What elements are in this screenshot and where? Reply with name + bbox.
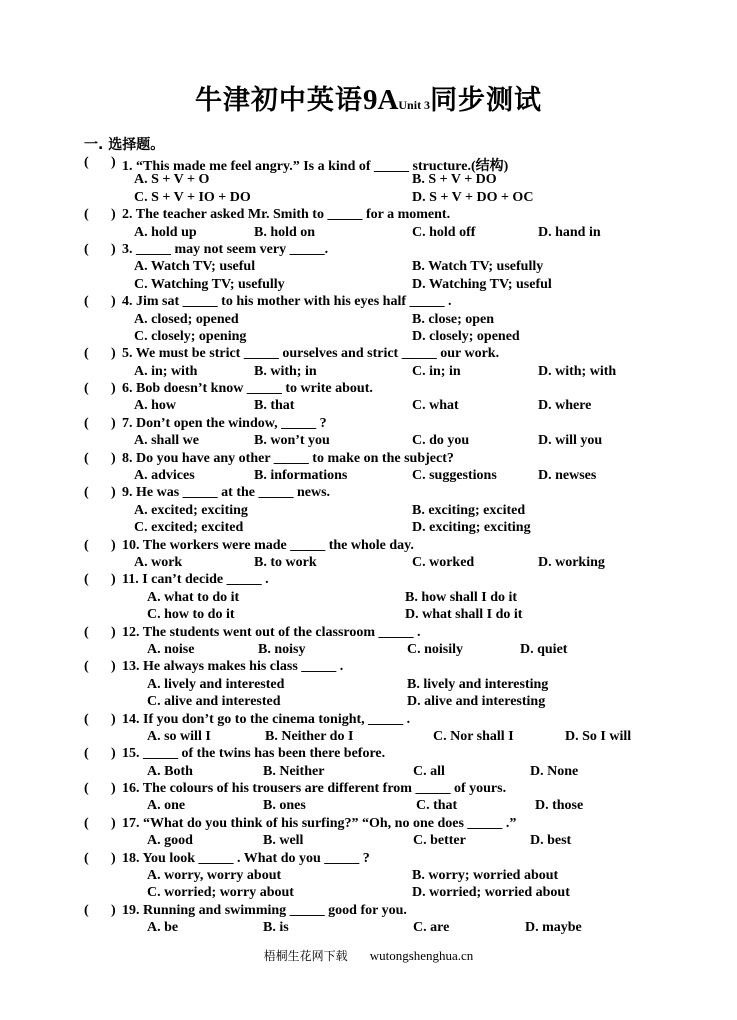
question-number: 13.	[122, 659, 140, 675]
page-footer	[0, 947, 737, 964]
answer-option: C. are	[413, 920, 450, 936]
answer-option: C. worried; worry about	[147, 885, 294, 901]
answer-bracket-open[interactable]: (	[84, 902, 89, 918]
answer-bracket-open[interactable]: (	[84, 415, 89, 431]
answer-bracket-open[interactable]: (	[84, 207, 89, 223]
options-row	[0, 607, 737, 624]
question-number: 19.	[122, 902, 140, 918]
answer-bracket-open[interactable]: (	[84, 624, 89, 640]
question-stem-row	[0, 625, 737, 642]
answer-bracket-close: )	[111, 850, 116, 866]
answer-bracket-open[interactable]: (	[84, 346, 89, 362]
options-row	[0, 590, 737, 607]
question-text	[122, 572, 269, 588]
answer-option: A. good	[147, 833, 193, 849]
question-number: 10.	[122, 537, 140, 553]
answer-option: B. to work	[254, 554, 317, 570]
question-number: 11.	[122, 572, 139, 588]
question-stem: The teacher asked Mr. Smith to _____ for a moment.	[135, 207, 451, 223]
answer-option: B. is	[263, 920, 289, 936]
answer-option: C. what	[412, 398, 459, 414]
question-stem-row	[0, 816, 737, 833]
answer-option: B. exciting; excited	[412, 502, 526, 518]
answer-option: A. in; with	[134, 363, 198, 379]
question-number: 12.	[122, 624, 140, 640]
answer-bracket-close: )	[111, 624, 116, 640]
question-stem-row	[0, 781, 737, 798]
question-stem: You look _____ . What do you _____ ?	[142, 850, 370, 866]
question-number: 7.	[122, 415, 133, 431]
answer-option: D. None	[530, 763, 579, 779]
question-stem-row	[0, 381, 737, 398]
question-item	[0, 207, 737, 242]
answer-bracket-open[interactable]: (	[84, 850, 89, 866]
answer-option: D. where	[538, 398, 592, 414]
title-grade: 9A	[362, 84, 399, 116]
question-text	[122, 538, 414, 554]
options-row	[0, 190, 737, 207]
question-number: 4.	[122, 294, 133, 310]
answer-option: B. Neither	[263, 763, 325, 779]
answer-option: D. best	[530, 833, 572, 849]
answer-option: C. hold off	[412, 224, 476, 240]
answer-option: A. so will I	[147, 728, 211, 744]
answer-option: A. work	[134, 554, 183, 570]
page-title	[0, 78, 737, 117]
question-number: 17.	[122, 815, 140, 831]
question-text	[122, 416, 327, 432]
question-stem-row	[0, 538, 737, 555]
options-row	[0, 729, 737, 746]
question-stem-row	[0, 746, 737, 763]
answer-option: D. So I will	[565, 728, 632, 744]
answer-bracket-close: )	[111, 381, 116, 397]
answer-option: B. how shall I do it	[405, 589, 518, 605]
answer-option: A. S + V + O	[134, 172, 210, 188]
answer-option: C. do you	[412, 433, 470, 449]
answer-bracket-close: )	[111, 781, 116, 797]
answer-option: A. Watch TV; useful	[134, 259, 256, 275]
answer-option: B. noisy	[258, 641, 306, 657]
answer-option: B. hold on	[254, 224, 316, 240]
answer-option: A. worry, worry about	[147, 868, 282, 884]
question-stem-row	[0, 346, 737, 363]
question-stem-row	[0, 903, 737, 920]
question-stem-row	[0, 242, 737, 259]
answer-option: B. close; open	[412, 311, 495, 327]
answer-bracket-open[interactable]: (	[84, 659, 89, 675]
question-item	[0, 851, 737, 903]
answer-option: D. maybe	[525, 920, 582, 936]
answer-option: D. worried; worried about	[412, 885, 570, 901]
question-item	[0, 538, 737, 573]
answer-option: A. how	[134, 398, 177, 414]
answer-option: D. will you	[538, 433, 603, 449]
title-unit: Unit 3	[398, 98, 431, 112]
question-stem-row	[0, 485, 737, 502]
question-stem: I can’t decide _____ .	[142, 572, 269, 588]
answer-bracket-close: )	[111, 572, 116, 588]
question-number: 18.	[122, 850, 140, 866]
options-row	[0, 920, 737, 937]
options-row	[0, 764, 737, 781]
question-stem: He always makes his class _____ .	[143, 659, 344, 675]
answer-option: C. Nor shall I	[433, 728, 514, 744]
question-stem-row	[0, 155, 737, 172]
question-item	[0, 659, 737, 711]
answer-option: B. worry; worried about	[412, 868, 559, 884]
question-stem: “This made me feel angry.” Is a kind of _____ structure.(结构)	[136, 159, 509, 174]
options-row	[0, 555, 737, 572]
answer-option: C. in; in	[412, 363, 461, 379]
question-item	[0, 712, 737, 747]
answer-option: B. well	[263, 833, 304, 849]
answer-bracket-close: )	[111, 155, 116, 170]
options-row	[0, 364, 737, 381]
title-suffix: 同步测试	[430, 85, 543, 116]
question-stem-row	[0, 451, 737, 468]
options-row	[0, 172, 737, 189]
question-item	[0, 746, 737, 781]
question-text	[122, 712, 410, 728]
question-number: 8.	[122, 450, 133, 466]
question-stem: Do you have any other _____ to make on the subject?	[136, 450, 454, 466]
question-number: 5.	[122, 346, 133, 362]
question-stem: Jim sat _____ to his mother with his eyes half _____ .	[136, 294, 452, 310]
answer-option: C. suggestions	[412, 468, 497, 484]
answer-bracket-close: )	[111, 241, 116, 257]
answer-option: A. shall we	[134, 433, 199, 449]
question-text	[122, 659, 343, 675]
answer-option: B. that	[254, 398, 295, 414]
answer-bracket-open[interactable]: (	[84, 381, 89, 397]
answer-bracket-open[interactable]: (	[84, 815, 89, 831]
question-item	[0, 816, 737, 851]
answer-option: A. lively and interested	[147, 676, 285, 692]
question-text	[122, 207, 450, 223]
options-row	[0, 398, 737, 415]
answer-option: D. closely; opened	[412, 328, 520, 344]
answer-option: D. working	[538, 554, 605, 570]
question-text	[122, 242, 328, 258]
answer-option: D. alive and interesting	[407, 694, 546, 710]
question-list	[0, 155, 737, 938]
answer-option: C. that	[416, 798, 458, 814]
question-stem-row	[0, 207, 737, 224]
answer-bracket-open[interactable]: (	[84, 746, 89, 762]
answer-option: C. S + V + IO + DO	[134, 189, 251, 205]
question-text	[122, 851, 370, 867]
question-number: 6.	[122, 381, 133, 397]
question-stem: He was _____ at the _____ news.	[136, 485, 331, 501]
answer-bracket-close: )	[111, 294, 116, 310]
answer-option: A. closed; opened	[134, 311, 239, 327]
question-stem: “What do you think of his surfing?” “Oh, no one does _____ .”	[143, 815, 517, 831]
question-text	[122, 816, 516, 832]
question-item	[0, 242, 737, 294]
question-stem-row	[0, 712, 737, 729]
answer-bracket-close: )	[111, 346, 116, 362]
answer-bracket-close: )	[111, 711, 116, 727]
answer-bracket-open[interactable]: (	[84, 537, 89, 553]
answer-option: D. what shall I do it	[405, 607, 523, 623]
answer-option: A. Both	[147, 763, 193, 779]
answer-option: B. with; in	[254, 363, 317, 379]
answer-option: C. excited; excited	[134, 520, 244, 536]
answer-bracket-close: )	[111, 537, 116, 553]
answer-option: A. advices	[134, 468, 195, 484]
options-row	[0, 833, 737, 850]
options-row	[0, 694, 737, 711]
question-text	[122, 381, 373, 397]
options-row	[0, 885, 737, 902]
answer-bracket-close: )	[111, 746, 116, 762]
question-number: 16.	[122, 781, 140, 797]
answer-option: C. how to do it	[147, 607, 235, 623]
question-item	[0, 346, 737, 381]
options-row	[0, 329, 737, 346]
question-stem-row	[0, 294, 737, 311]
question-item	[0, 294, 737, 346]
question-number: 9.	[122, 485, 133, 501]
answer-option: A. hold up	[134, 224, 197, 240]
answer-option: C. closely; opening	[134, 328, 247, 344]
question-stem: Don’t open the window, _____ ?	[136, 415, 327, 431]
question-stem: We must be strict _____ ourselves and strict _____ our work.	[135, 346, 500, 362]
answer-option: B. Watch TV; usefully	[412, 259, 544, 275]
answer-option: D. S + V + DO + OC	[412, 189, 534, 205]
answer-bracket-close: )	[111, 815, 116, 831]
options-row	[0, 277, 737, 294]
answer-option: D. with; with	[538, 363, 617, 379]
answer-bracket-open[interactable]: (	[84, 781, 89, 797]
question-stem: _____ of the twins has been there before.	[143, 746, 386, 762]
answer-option: D. newses	[538, 468, 597, 484]
question-item	[0, 416, 737, 451]
answer-option: B. Neither do I	[265, 728, 354, 744]
question-number: 14.	[122, 711, 140, 727]
question-stem-row	[0, 851, 737, 868]
answer-option: B. lively and interesting	[407, 676, 549, 692]
answer-option: B. won’t you	[254, 433, 330, 449]
answer-option: D. quiet	[520, 641, 568, 657]
answer-option: A. excited; exciting	[134, 502, 248, 518]
question-text	[122, 746, 385, 762]
answer-bracket-close: )	[111, 415, 116, 431]
options-row	[0, 798, 737, 815]
answer-bracket-open[interactable]: (	[84, 711, 89, 727]
options-row	[0, 642, 737, 659]
question-stem: The workers were made _____ the whole day.	[142, 537, 414, 553]
question-stem-row	[0, 416, 737, 433]
options-row	[0, 677, 737, 694]
question-text	[122, 485, 330, 501]
footer-site-name: 梧桐生花网下载	[263, 949, 348, 963]
answer-bracket-close: )	[111, 659, 116, 675]
question-item	[0, 381, 737, 416]
question-text	[122, 294, 452, 310]
answer-option: D. exciting; exciting	[412, 520, 531, 536]
options-row	[0, 868, 737, 885]
question-item	[0, 485, 737, 537]
options-row	[0, 520, 737, 537]
question-item	[0, 572, 737, 624]
question-number: 1.	[122, 159, 133, 174]
question-text	[122, 451, 454, 467]
answer-bracket-open[interactable]: (	[84, 241, 89, 257]
title-chinese-part: 牛津初中英语	[194, 85, 363, 116]
answer-bracket-open[interactable]: (	[84, 294, 89, 310]
question-number: 2.	[122, 207, 133, 223]
question-text	[122, 346, 499, 362]
answer-bracket-open[interactable]: (	[84, 155, 89, 170]
question-text	[122, 903, 407, 919]
question-item	[0, 781, 737, 816]
question-item	[0, 903, 737, 938]
answer-bracket-close: )	[111, 485, 116, 501]
options-row	[0, 312, 737, 329]
question-stem: Running and swimming _____ good for you.	[143, 902, 407, 918]
answer-option: D. hand in	[538, 224, 601, 240]
answer-option: A. be	[147, 920, 179, 936]
options-row	[0, 259, 737, 276]
answer-option: C. alive and interested	[147, 694, 281, 710]
question-item	[0, 625, 737, 660]
answer-option: D. those	[535, 798, 584, 814]
question-item	[0, 155, 737, 207]
section-heading: 一. 选择题。	[84, 137, 165, 153]
question-stem-row	[0, 572, 737, 589]
question-text	[122, 625, 421, 641]
answer-option: A. noise	[147, 641, 195, 657]
answer-option: A. what to do it	[147, 589, 240, 605]
answer-option: A. one	[147, 798, 186, 814]
question-stem: The colours of his trousers are different from _____ of yours.	[142, 781, 507, 797]
answer-bracket-open[interactable]: (	[84, 485, 89, 501]
answer-option: D. Watching TV; useful	[412, 276, 552, 292]
options-row	[0, 503, 737, 520]
answer-option: B. ones	[263, 798, 306, 814]
answer-option: C. noisily	[407, 641, 464, 657]
answer-option: C. Watching TV; usefully	[134, 276, 285, 292]
answer-option: C. worked	[412, 554, 475, 570]
question-stem-row	[0, 659, 737, 676]
answer-bracket-close: )	[111, 207, 116, 223]
question-item	[0, 451, 737, 486]
answer-bracket-open[interactable]: (	[84, 572, 89, 588]
question-text	[122, 781, 506, 797]
answer-option: B. informations	[254, 468, 348, 484]
footer-url: wutongshenghua.cn	[369, 948, 474, 963]
answer-option: C. all	[413, 763, 445, 779]
question-stem: The students went out of the classroom _____ .	[142, 624, 421, 640]
question-stem: Bob doesn’t know _____ to write about.	[136, 381, 373, 397]
answer-option: B. S + V + DO	[412, 172, 497, 188]
answer-bracket-open[interactable]: (	[84, 450, 89, 466]
options-row	[0, 225, 737, 242]
question-stem: If you don’t go to the cinema tonight, _____ .	[143, 711, 411, 727]
question-number: 15.	[122, 746, 140, 762]
question-stem: _____ may not seem very _____.	[136, 241, 329, 257]
options-row	[0, 433, 737, 450]
options-row	[0, 468, 737, 485]
answer-bracket-close: )	[111, 902, 116, 918]
answer-bracket-close: )	[111, 450, 116, 466]
question-number: 3.	[122, 241, 133, 257]
answer-option: C. better	[413, 833, 466, 849]
